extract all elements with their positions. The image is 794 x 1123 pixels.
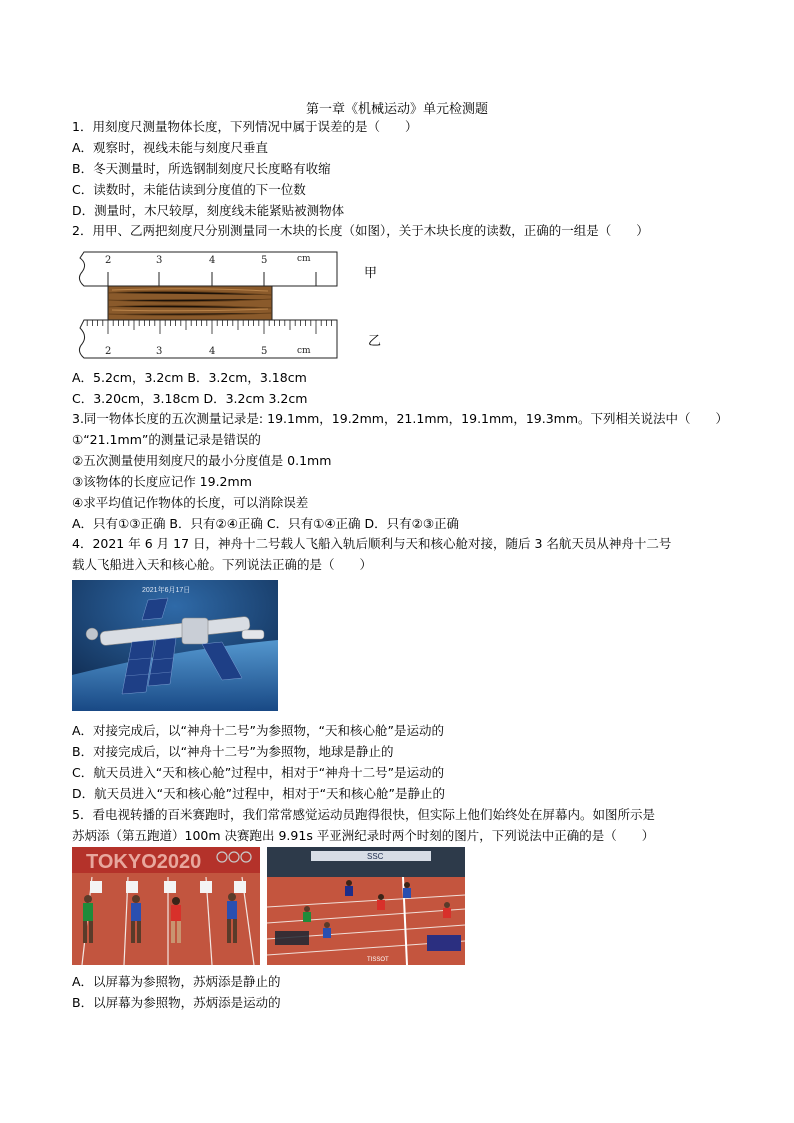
q4-stem-line2: 载人飞船进入天和核心舱。下列说法正确的是（ ） <box>72 557 373 572</box>
q5-stem-line1: 5．看电视转播的百米赛跑时，我们常常感觉运动员跑得很快，但实际上他们始终处在屏幕内。如图所示是 <box>72 807 655 822</box>
q1-option-b: B．冬天测量时，所选钢制刻度尺长度略有收缩 <box>72 161 331 176</box>
q3-options: A．只有①③正确 B．只有②④正确 C．只有①④正确 D．只有②③正确 <box>72 516 460 531</box>
ruler-yi-num-4: 4 <box>209 346 216 357</box>
q3-item-3: ③该物体的长度应记作 19.2mm <box>72 474 252 489</box>
tissot-brand: TISSOT <box>367 957 389 963</box>
space-station-image <box>72 580 278 711</box>
ruler-diagram <box>72 246 372 364</box>
ruler-yi-unit: cm <box>297 346 311 356</box>
ruler-yi-num-2: 2 <box>105 346 112 357</box>
q1-stem: 1．用刻度尺测量物体长度，下列情况中属于误差的是（ ） <box>72 119 418 134</box>
q3-stem: 3.同一物体长度的五次测量记录是: 19.1mm，19.2mm，21.1mm，19.1mm，19.3mm。下列相关说法中（ ） <box>72 411 729 426</box>
ruler-jia-num-5: 5 <box>261 255 268 266</box>
q4-stem-line1: 4．2021 年 6 月 17 日，神舟十二号载人飞船入轨后顺利与天和核心舱对接，随后 3 名航天员从神舟十二号 <box>72 536 672 551</box>
q5-stem-line2: 苏炳添（第五跑道）100m 决赛跑出 9.91s 平亚洲纪录时两个时刻的图片，下列说法中正确的是（ ） <box>72 828 655 843</box>
ruler-yi-num-3: 3 <box>156 346 163 357</box>
ruler-jia-num-4: 4 <box>209 255 216 266</box>
space-image-caption: 2021年6月17日 <box>142 587 191 594</box>
ruler-label-yi: 乙 <box>368 334 382 349</box>
q5-option-b: B．以屏幕为参照物，苏炳添是运动的 <box>72 995 281 1010</box>
q1-option-a: A．观察时，视线未能与刻度尺垂直 <box>72 140 269 155</box>
finish-banner: SSC <box>367 852 384 861</box>
q2-options-line1: A．5.2cm，3.2cm B．3.2cm，3.18cm <box>72 370 307 385</box>
ruler-figure <box>72 246 372 364</box>
q2-stem: 2．用甲、乙两把刻度尺分别测量同一木块的长度（如图），关于木块长度的读数，正确的一组是（ ） <box>72 223 649 238</box>
q3-item-4: ④求平均值记作物体的长度，可以消除误差 <box>72 495 309 510</box>
race-finish-image <box>267 847 465 965</box>
q5-option-a: A．以屏幕为参照物，苏炳添是静止的 <box>72 974 281 989</box>
race-start-image <box>72 847 260 965</box>
q1-option-c: C．读数时，未能估读到分度值的下一位数 <box>72 182 306 197</box>
ruler-jia-num-3: 3 <box>156 255 163 266</box>
q3-item-2: ②五次测量使用刻度尺的最小分度值是 0.1mm <box>72 453 332 468</box>
ruler-jia-unit: cm <box>297 254 311 264</box>
tokyo-banner: TOKYO2020 <box>86 851 202 873</box>
q4-option-d: D．航天员进入“天和核心舱”过程中，相对于“天和核心舱”是静止的 <box>72 786 446 801</box>
q2-options-line2: C．3.20cm，3.18cm D．3.2cm 3.2cm <box>72 391 308 406</box>
q4-option-b: B．对接完成后，以“神舟十二号”为参照物，地球是静止的 <box>72 744 394 759</box>
ruler-jia-num-2: 2 <box>105 255 112 266</box>
ruler-yi-num-5: 5 <box>261 346 268 357</box>
q3-item-1: ①“21.1mm”的测量记录是错误的 <box>72 432 261 447</box>
ruler-label-jia: 甲 <box>364 266 378 281</box>
q4-option-c: C．航天员进入“天和核心舱”过程中，相对于“神舟十二号”是运动的 <box>72 765 445 780</box>
q4-option-a: A．对接完成后，以“神舟十二号”为参照物，“天和核心舱”是运动的 <box>72 723 444 738</box>
q1-option-d: D．测量时，木尺较厚，刻度线未能紧贴被测物体 <box>72 203 345 218</box>
page-title: 第一章《机械运动》单元检测题 <box>305 102 488 117</box>
